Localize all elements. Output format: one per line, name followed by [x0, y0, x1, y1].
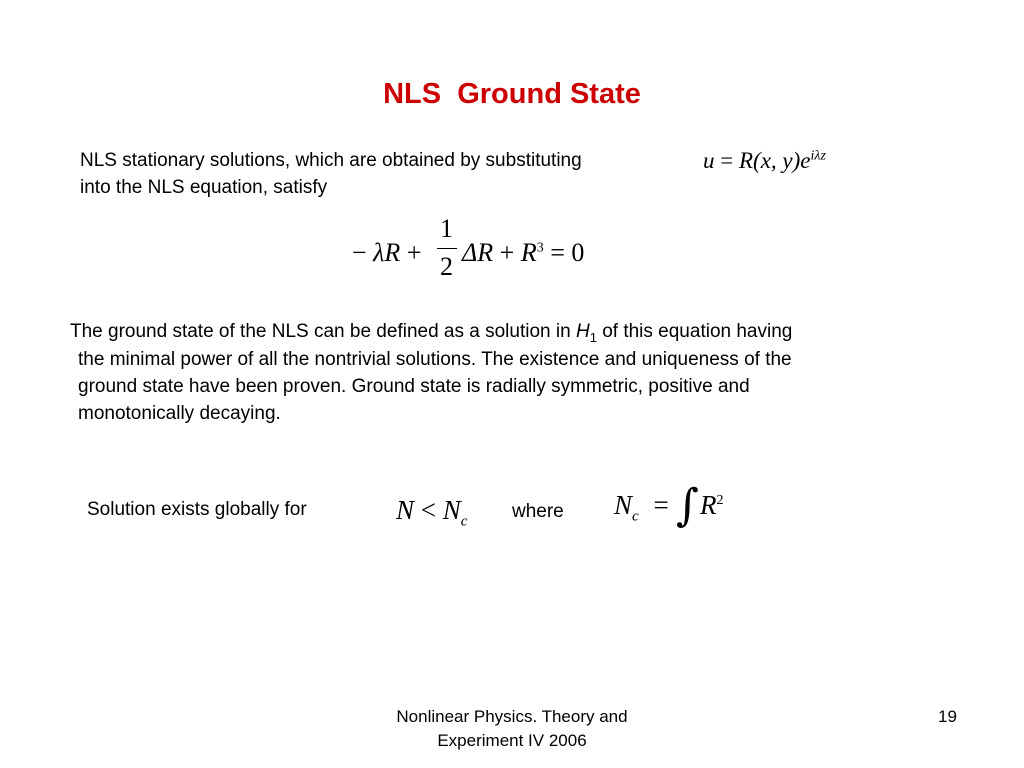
slide-title: NLS Ground State	[383, 78, 641, 110]
para-line-4: monotonically decaying.	[78, 403, 281, 424]
exponent: iλz	[810, 148, 826, 164]
substitution-formula	[703, 148, 826, 174]
r-symbol: R	[738, 148, 754, 173]
nc-definition-left	[614, 490, 669, 525]
plus-sign: +	[406, 238, 422, 267]
para-line-1-pre: The ground state of the NLS can be defined as a solution in	[70, 321, 576, 342]
delta-r-term: ΔR	[462, 238, 494, 267]
minus-sign: −	[352, 238, 367, 267]
para-line-3: ground state have been proven. Ground state is radially symmetric, positive and	[78, 376, 750, 397]
nc-def-c: c	[632, 508, 639, 525]
nc-def-square: 2	[716, 493, 724, 508]
c-subscript: c	[460, 513, 468, 530]
plus-sign-2: +	[499, 238, 515, 267]
lambda-r-term: λR	[373, 238, 401, 267]
integral-sign: ∫	[676, 480, 699, 531]
intro-line-1: NLS stationary solutions, which are obtained by substituting	[80, 150, 582, 171]
args: (x, y)	[753, 148, 801, 173]
nc-def-r: R	[700, 490, 717, 520]
cube-exponent: 3	[536, 240, 544, 256]
fraction-denominator: 2	[440, 252, 453, 281]
u-symbol: u	[703, 148, 715, 173]
main-equation-right	[462, 238, 584, 268]
r-cubed-base: R	[520, 238, 537, 267]
solution-text: Solution exists globally for	[87, 499, 307, 520]
nc-def-n: N	[614, 490, 633, 520]
footer	[362, 705, 662, 753]
footer-line-2: Experiment IV 2006	[437, 731, 587, 750]
intro-line-2: into the NLS equation, satisfy	[80, 177, 328, 198]
para-line-2: the minimal power of all the nontrivial solutions. The existence and uniqueness of the	[78, 349, 792, 370]
global-condition	[396, 495, 467, 530]
para-line-1-post: of this equation having	[596, 321, 793, 342]
equals-zero: = 0	[550, 238, 585, 267]
n-symbol: N	[396, 495, 415, 525]
less-than: <	[420, 495, 436, 525]
page-number: 19	[938, 707, 957, 726]
footer-line-1: Nonlinear Physics. Theory and	[396, 707, 628, 726]
e-symbol: e	[800, 148, 811, 173]
nc-definition-right	[700, 490, 724, 521]
nc-def-equals: =	[653, 490, 669, 520]
main-equation-left	[352, 238, 422, 268]
nc-symbol: N	[442, 495, 461, 525]
equals-sign: =	[720, 148, 734, 173]
fraction-numerator: 1	[440, 214, 453, 243]
h-symbol: H	[575, 321, 590, 342]
h-subscript: 1	[589, 329, 597, 345]
fraction-bar	[437, 248, 457, 249]
where-text: where	[512, 501, 564, 522]
